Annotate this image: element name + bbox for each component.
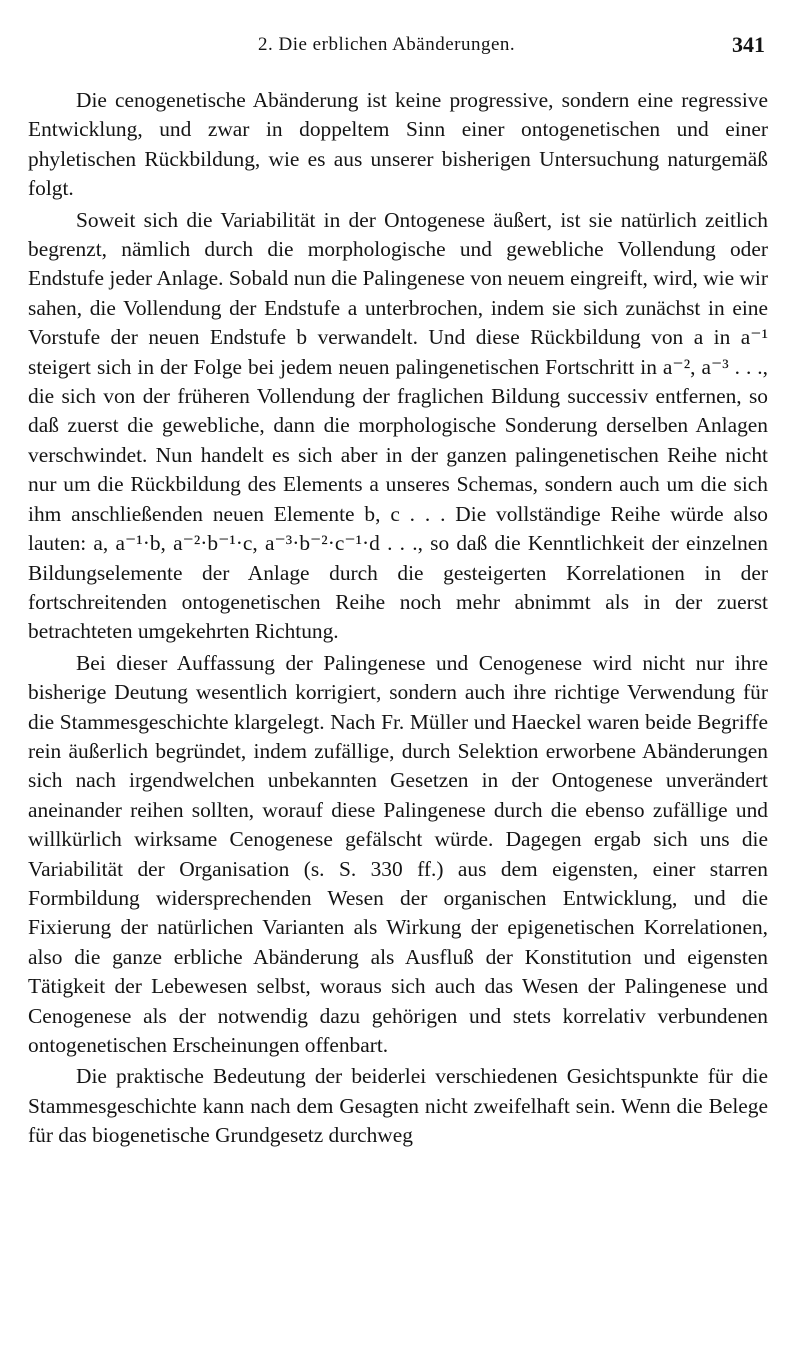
page-number: 341 bbox=[732, 32, 765, 57]
paragraph-3: Bei dieser Auffassung der Palingenese und Cenogenese wird nicht nur ihre bisherige Deutung wesentlich korrigiert, sondern auch ihre richtige Verwendung für die Stammesgeschichte klargelegt. Nach Fr. Müller und Haeckel waren beide Begriffe rein äußerlich begründet, indem zufällige, durch Selektion erworbene Abänderungen sich nach irgendwelchen unbekannten Gesetzen in der Ontogenese unverändert aneinander reihen sollten, worauf diese Palingenese durch die ebenso zufällige und willkürlich wirksame Cenogenese gefälscht würde. Dagegen ergab sich uns die Variabilität der Organisation (s. S. 330 ff.) aus dem eigensten, einer starren Formbildung widersprechenden Wesen der organischen Entwicklung, und die Fixierung der natürlichen Varianten als Wirkung der epigenetischen Korrelationen, also die ganze erbliche Abänderung als Ausfluß der Konstitution und eigensten Tätigkeit der Lebewesen selbst, woraus sich auch das Wesen der Palingenese und Cenogenese als der notwendig dazu gehörigen und stets korrelativ verbundenen ontogenetischen Erscheinungen offenbart. bbox=[28, 650, 768, 1057]
running-title: 2. Die erblichen Abänderungen. bbox=[258, 34, 516, 55]
running-head bbox=[0, 34, 800, 64]
paragraph-1: Die cenogenetische Abänderung ist keine progressive, sondern eine regressive Entwicklung, und zwar in doppeltem Sinn einer ontogenetischen und einer phyletischen Rückbildung, wie es aus unserer bisherigen Untersuchung naturgemäß folgt. bbox=[28, 88, 768, 201]
body-text bbox=[28, 86, 768, 1151]
paragraph-4: Die praktische Bedeutung der beiderlei verschiedenen Gesichtspunkte für die Stammesgeschichte kann nach dem Gesagten nicht zweifelhaft sein. Wenn die Belege für das biogenetische Grundgesetz durchweg bbox=[28, 1064, 768, 1148]
paragraph-2: Soweit sich die Variabilität in der Ontogenese äußert, ist sie natürlich zeitlich begrenzt, nämlich durch die morphologische und gewebliche Vollendung oder Endstufe jeder Anlage. Sobald nun die Palingenese von neuem eingreift, wird, wie wir sahen, die Vollendung der Endstufe a unterbrochen, indem sie sich zunächst in eine Vorstufe der neuen Endstufe b verwandelt. Und diese Rückbildung von a in a⁻¹ steigert sich in der Folge bei jedem neuen palingenetischen Fortschritt in a⁻², a⁻³ . . ., die sich von der früheren Vollendung der fraglichen Bildung successiv entfernen, so daß zuerst die gewebliche, dann die morphologische Sonderung derselben Anlagen verschwindet. Nun handelt es sich aber in der ganzen palingenetischen Reihe nicht nur um die Rückbildung des Elements a unseres Schemas, sondern auch um die sich ihm anschließenden neuen Elemente b, c . . . Die vollständige Reihe würde also lauten: a, a⁻¹·b, a⁻²·b⁻¹·c, a⁻³·b⁻²·c⁻¹·d . . ., so daß die Kenntlichkeit der einzelnen Bildungselemente der Anlage durch die gesteigerten Korrelationen in der fortschreitenden ontogenetischen Reihe noch mehr abnimmt als in der zuerst betrachteten umgekehrten Richtung. bbox=[28, 207, 768, 644]
